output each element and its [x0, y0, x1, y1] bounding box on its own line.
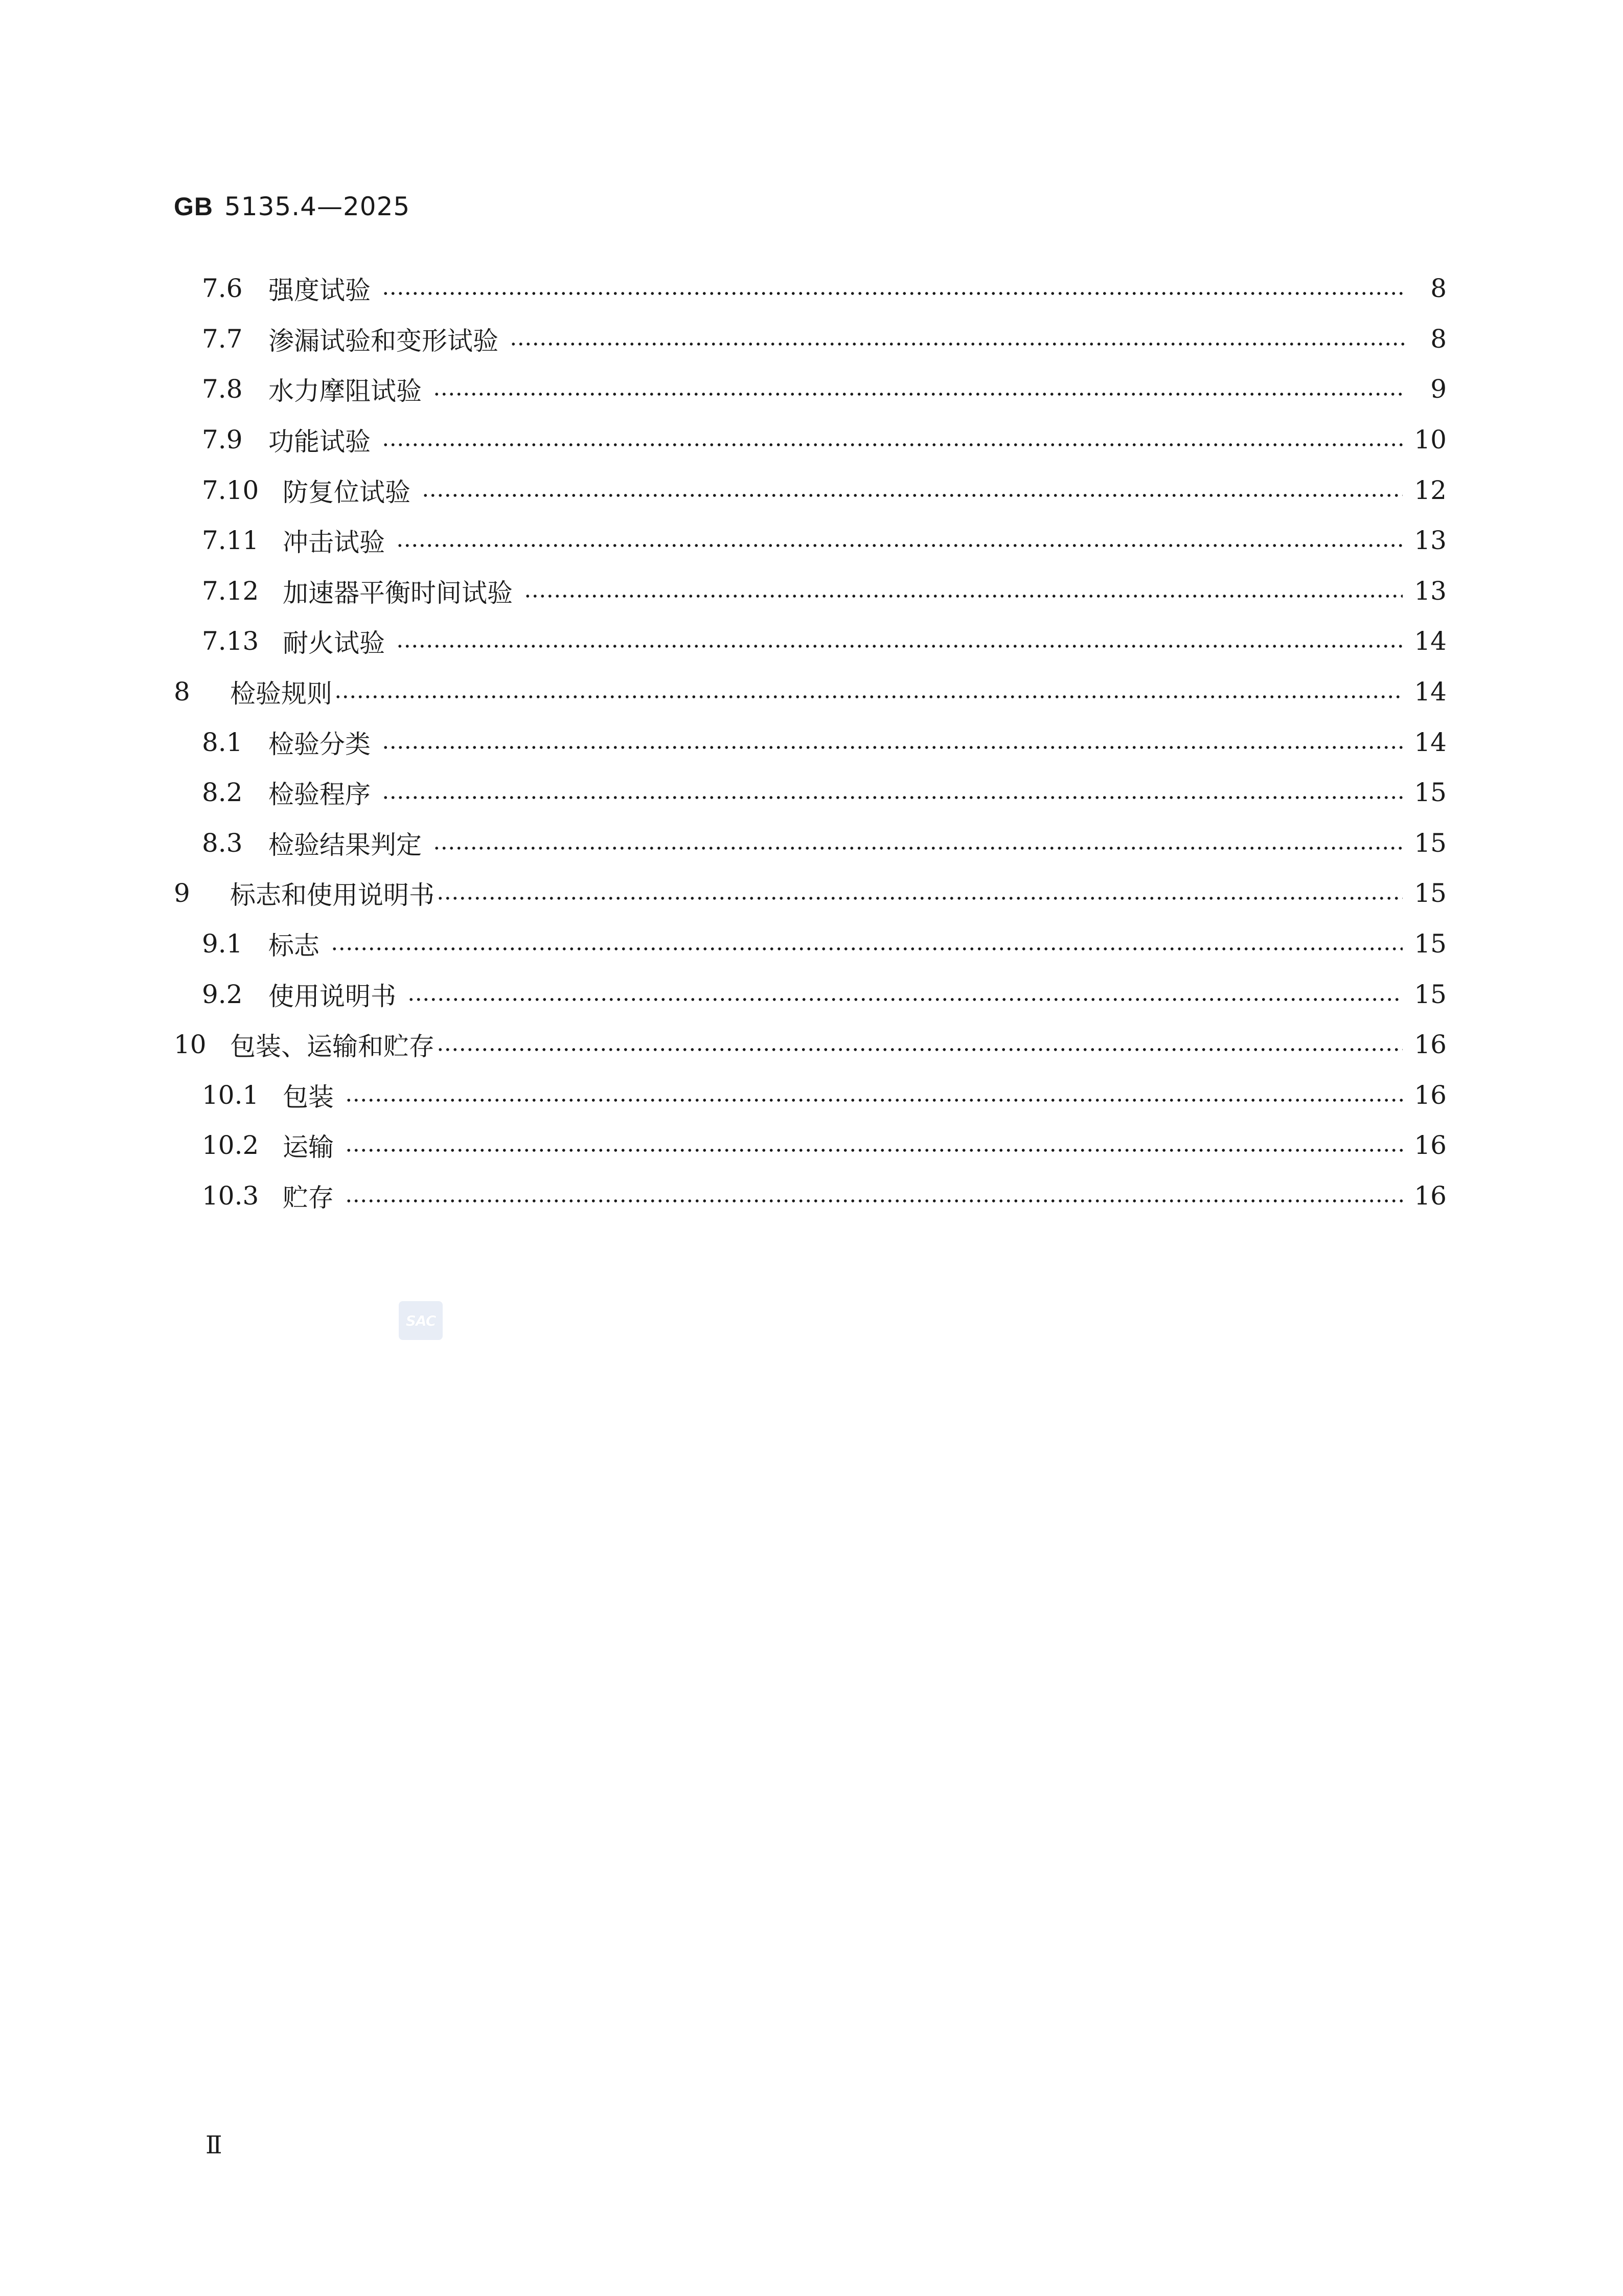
toc-entry-10-2[interactable]: [174, 1120, 1447, 1171]
toc-title: 强度试验: [268, 276, 371, 306]
toc-leader-dots: [396, 542, 1403, 549]
toc-entry-8-3[interactable]: [174, 818, 1447, 869]
toc-page-number: 16: [1414, 1080, 1447, 1110]
toc-entry-8[interactable]: [174, 667, 1447, 717]
toc-page-number: 15: [1414, 828, 1447, 858]
toc-title: 冲击试验: [283, 528, 385, 558]
toc-number: 9.2: [202, 979, 243, 1009]
toc-leader-dots: [334, 694, 1403, 700]
toc-entry-8-2[interactable]: [174, 767, 1447, 818]
toc-entry-7-10[interactable]: [174, 465, 1447, 515]
toc-leader-dots: [407, 996, 1403, 1003]
toc-leader-dots: [382, 290, 1405, 297]
toc-page-number: 14: [1414, 677, 1447, 707]
toc-page-number: 16: [1414, 1130, 1447, 1161]
toc-number: 8: [174, 677, 190, 707]
standard-prefix: GB: [174, 192, 213, 221]
toc-page-number: 15: [1414, 979, 1447, 1009]
toc-title: 使用说明书: [268, 981, 396, 1011]
toc-page-number: 15: [1414, 778, 1447, 808]
sac-watermark-logo: [399, 1301, 443, 1340]
toc-entry-7-11[interactable]: [174, 515, 1447, 566]
toc-number: 10: [174, 1030, 207, 1060]
toc-page-number: 16: [1414, 1180, 1447, 1211]
toc-number: 7.11: [202, 526, 259, 556]
toc-number: 7.13: [202, 626, 259, 656]
toc-number: 10.1: [202, 1080, 259, 1110]
toc-entry-7-8[interactable]: [174, 364, 1447, 415]
toc-leader-dots: [524, 593, 1403, 599]
toc-number: 8.1: [202, 727, 243, 757]
toc-entry-7-9[interactable]: [174, 415, 1447, 465]
toc-title: 耐火试验: [283, 628, 385, 658]
toc-leader-dots: [510, 341, 1405, 347]
toc-title: 渗漏试验和变形试验: [268, 326, 498, 356]
toc-number: 8.2: [202, 778, 243, 808]
toc-page-number: 10: [1414, 425, 1447, 455]
toc-page-number: 9: [1430, 374, 1447, 404]
toc-number: 7.9: [202, 425, 243, 455]
toc-title: 运输: [283, 1132, 334, 1163]
toc-entry-7-7[interactable]: [174, 314, 1447, 365]
toc-entry-7-12[interactable]: [174, 566, 1447, 617]
toc-number: 10.2: [202, 1130, 259, 1161]
toc-page-number: 13: [1414, 576, 1447, 606]
toc-leader-dots: [382, 744, 1403, 751]
toc-title: 加速器平衡时间试验: [283, 578, 513, 608]
toc-leader-dots: [331, 946, 1403, 952]
toc-title: 贮存: [283, 1183, 334, 1213]
toc-page-number: 15: [1414, 878, 1447, 908]
toc-leader-dots: [345, 1198, 1403, 1204]
toc-entry-7-13[interactable]: [174, 616, 1447, 667]
toc-title: 包装、运输和贮存: [230, 1032, 435, 1062]
toc-page-number: 8: [1430, 274, 1447, 304]
toc-page-number: 14: [1414, 626, 1447, 656]
toc-title: 检验结果判定: [268, 830, 422, 860]
toc-title: 包装: [283, 1082, 334, 1112]
toc-number: 9.1: [202, 929, 243, 959]
toc-entry-10[interactable]: [174, 1019, 1447, 1070]
toc-page-number: 16: [1414, 1030, 1447, 1060]
page-number: Ⅱ: [205, 2131, 222, 2159]
toc-page-number: 14: [1414, 727, 1447, 757]
toc-title: 标志: [268, 931, 319, 961]
toc-entry-10-1[interactable]: [174, 1070, 1447, 1121]
toc-entry-10-3[interactable]: [174, 1171, 1447, 1221]
toc-leader-dots: [422, 492, 1403, 498]
toc-number: 9: [174, 878, 190, 908]
toc-title: 检验规则: [230, 679, 332, 709]
toc-page-number: 13: [1414, 526, 1447, 556]
toc-title: 功能试验: [268, 427, 371, 457]
toc-title: 检验程序: [268, 780, 371, 810]
toc-leader-dots: [433, 391, 1405, 397]
toc-page-number: 8: [1430, 324, 1447, 354]
toc-number: 8.3: [202, 828, 243, 858]
sac-logo-text: SAC: [405, 1312, 436, 1329]
toc-number: 7.6: [202, 274, 243, 304]
toc-page-number: 15: [1414, 929, 1447, 959]
toc-number: 7.7: [202, 324, 243, 354]
document-header: [174, 192, 410, 221]
toc-leader-dots: [382, 442, 1403, 448]
toc-number: 7.12: [202, 576, 259, 606]
toc-entry-9[interactable]: [174, 868, 1447, 919]
toc-entry-9-2[interactable]: [174, 969, 1447, 1019]
toc-leader-dots: [345, 1097, 1403, 1103]
toc-entry-8-1[interactable]: [174, 717, 1447, 767]
toc-leader-dots: [345, 1147, 1403, 1153]
standard-number: 5135.4—2025: [224, 192, 410, 221]
toc-number: 7.8: [202, 374, 243, 404]
toc-leader-dots: [382, 794, 1403, 801]
toc-leader-dots: [437, 1047, 1403, 1053]
toc-entry-9-1[interactable]: [174, 919, 1447, 969]
table-of-contents: [174, 263, 1447, 1221]
toc-entry-7-6[interactable]: [174, 263, 1447, 314]
toc-title: 水力摩阻试验: [268, 376, 422, 406]
toc-title: 防复位试验: [283, 477, 410, 507]
toc-leader-dots: [437, 895, 1403, 901]
toc-number: 7.10: [202, 475, 259, 505]
toc-leader-dots: [396, 643, 1403, 649]
toc-page-number: 12: [1414, 475, 1447, 505]
toc-title: 标志和使用说明书: [230, 880, 435, 911]
toc-title: 检验分类: [268, 729, 371, 759]
toc-leader-dots: [433, 845, 1403, 851]
toc-number: 10.3: [202, 1180, 259, 1211]
